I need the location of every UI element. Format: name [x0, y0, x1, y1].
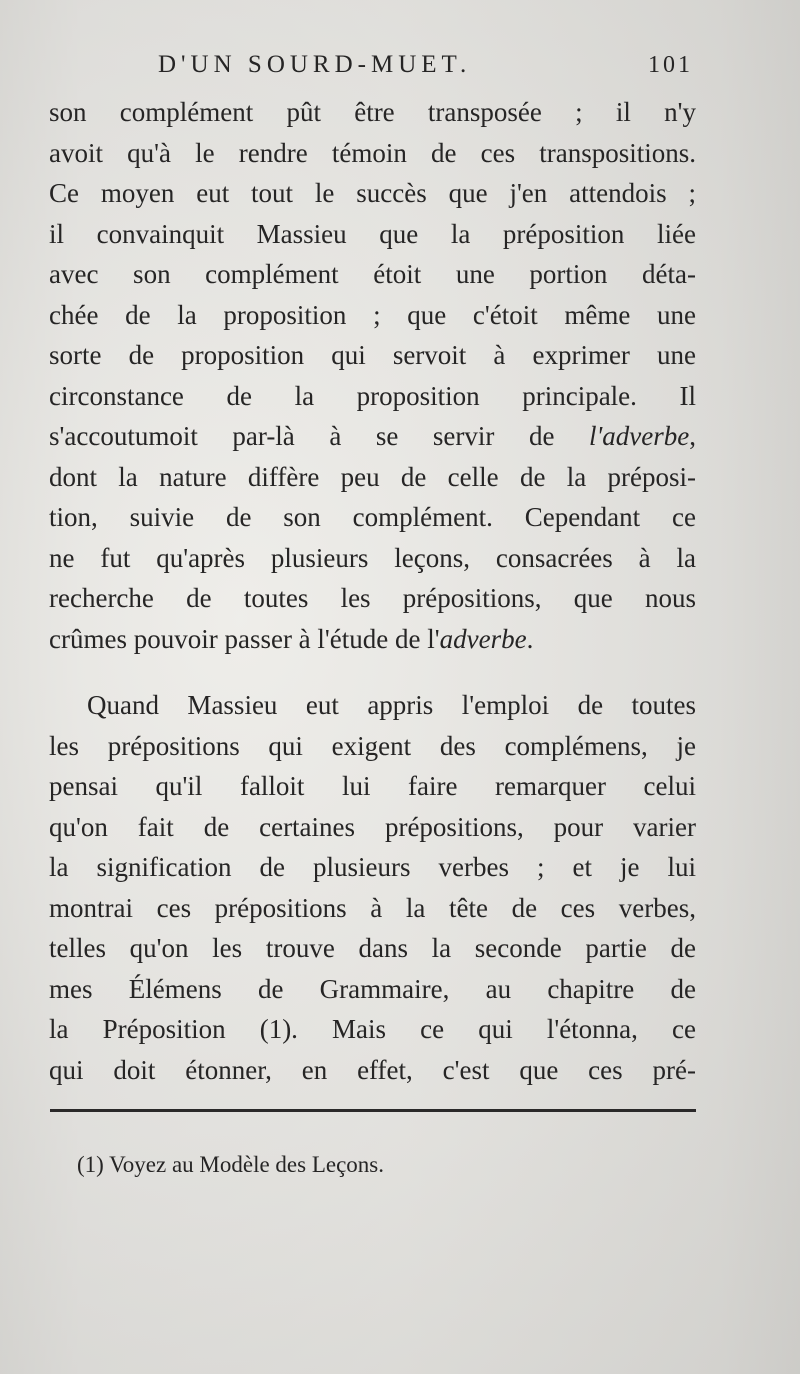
text-line: pensai qu'il falloit lui faire remarquer celui [49, 771, 696, 801]
text-line: ne fut qu'après plusieurs leçons, consacrées à la [49, 542, 696, 573]
text-segment: , [689, 421, 696, 451]
paragraph-1 [49, 92, 696, 659]
text-segment: crûmes pouvoir passer à l'étude de l' [49, 623, 440, 654]
text-line: circonstance de la proposition principale. Il [49, 380, 696, 411]
text-line: chée de la proposition ; que c'étoit même une [49, 299, 696, 330]
text-line [49, 619, 696, 660]
paragraph-2 [49, 685, 696, 1090]
text-line: avec son complément étoit une portion déta- [49, 259, 696, 289]
text-line: la Préposition (1). Mais ce qui l'étonna, ce [49, 1014, 696, 1044]
text-line: avoit qu'à le rendre témoin de ces transpositions. [49, 137, 696, 168]
text-line: telles qu'on les trouve dans la seconde partie de [49, 933, 696, 963]
footnote: (1) Voyez au Modèle des Leçons. [77, 1152, 385, 1177]
page-number: 101 [648, 52, 693, 78]
text-line: Quand Massieu eut appris l'emploi de toutes [87, 690, 696, 720]
footnote-rule [50, 1109, 696, 1112]
text-segment: . [526, 623, 534, 654]
text-line: tion, suivie de son complément. Cependant ce [49, 502, 696, 532]
text-line [49, 416, 696, 457]
text-segment: s'accoutumoit par-là à se servir de [49, 421, 589, 451]
text-line: la signification de plusieurs verbes ; et je lui [49, 852, 696, 882]
text-line: qu'on fait de certaines prépositions, pour varier [49, 811, 696, 842]
text-line: qui doit étonner, en effet, c'est que ces pré- [49, 1054, 696, 1085]
text-line: Ce moyen eut tout le succès que j'en attendois ; [49, 178, 696, 208]
running-head [0, 47, 800, 83]
text-line: sorte de proposition qui servoit à exprimer une [49, 340, 696, 370]
italic-term: adverbe [439, 623, 527, 654]
text-line: dont la nature diffère peu de celle de la préposi- [49, 461, 696, 492]
paragraph-gap [49, 659, 696, 685]
text-line: les prépositions qui exigent des complémens, je [49, 730, 696, 761]
text-line: il convainquit Massieu que la préposition liée [49, 218, 696, 249]
running-title: D'UN SOURD-MUET. [158, 51, 472, 78]
italic-term: l'adverbe [589, 421, 690, 451]
text-line: son complément pût être transposée ; il n'y [49, 97, 696, 127]
text-line: montrai ces prépositions à la tête de ces verbes, [49, 892, 696, 923]
text-line: mes Élémens de Grammaire, au chapitre de [49, 973, 696, 1004]
text-line: recherche de toutes les prépositions, que nous [49, 583, 696, 613]
body-text [49, 92, 696, 1090]
